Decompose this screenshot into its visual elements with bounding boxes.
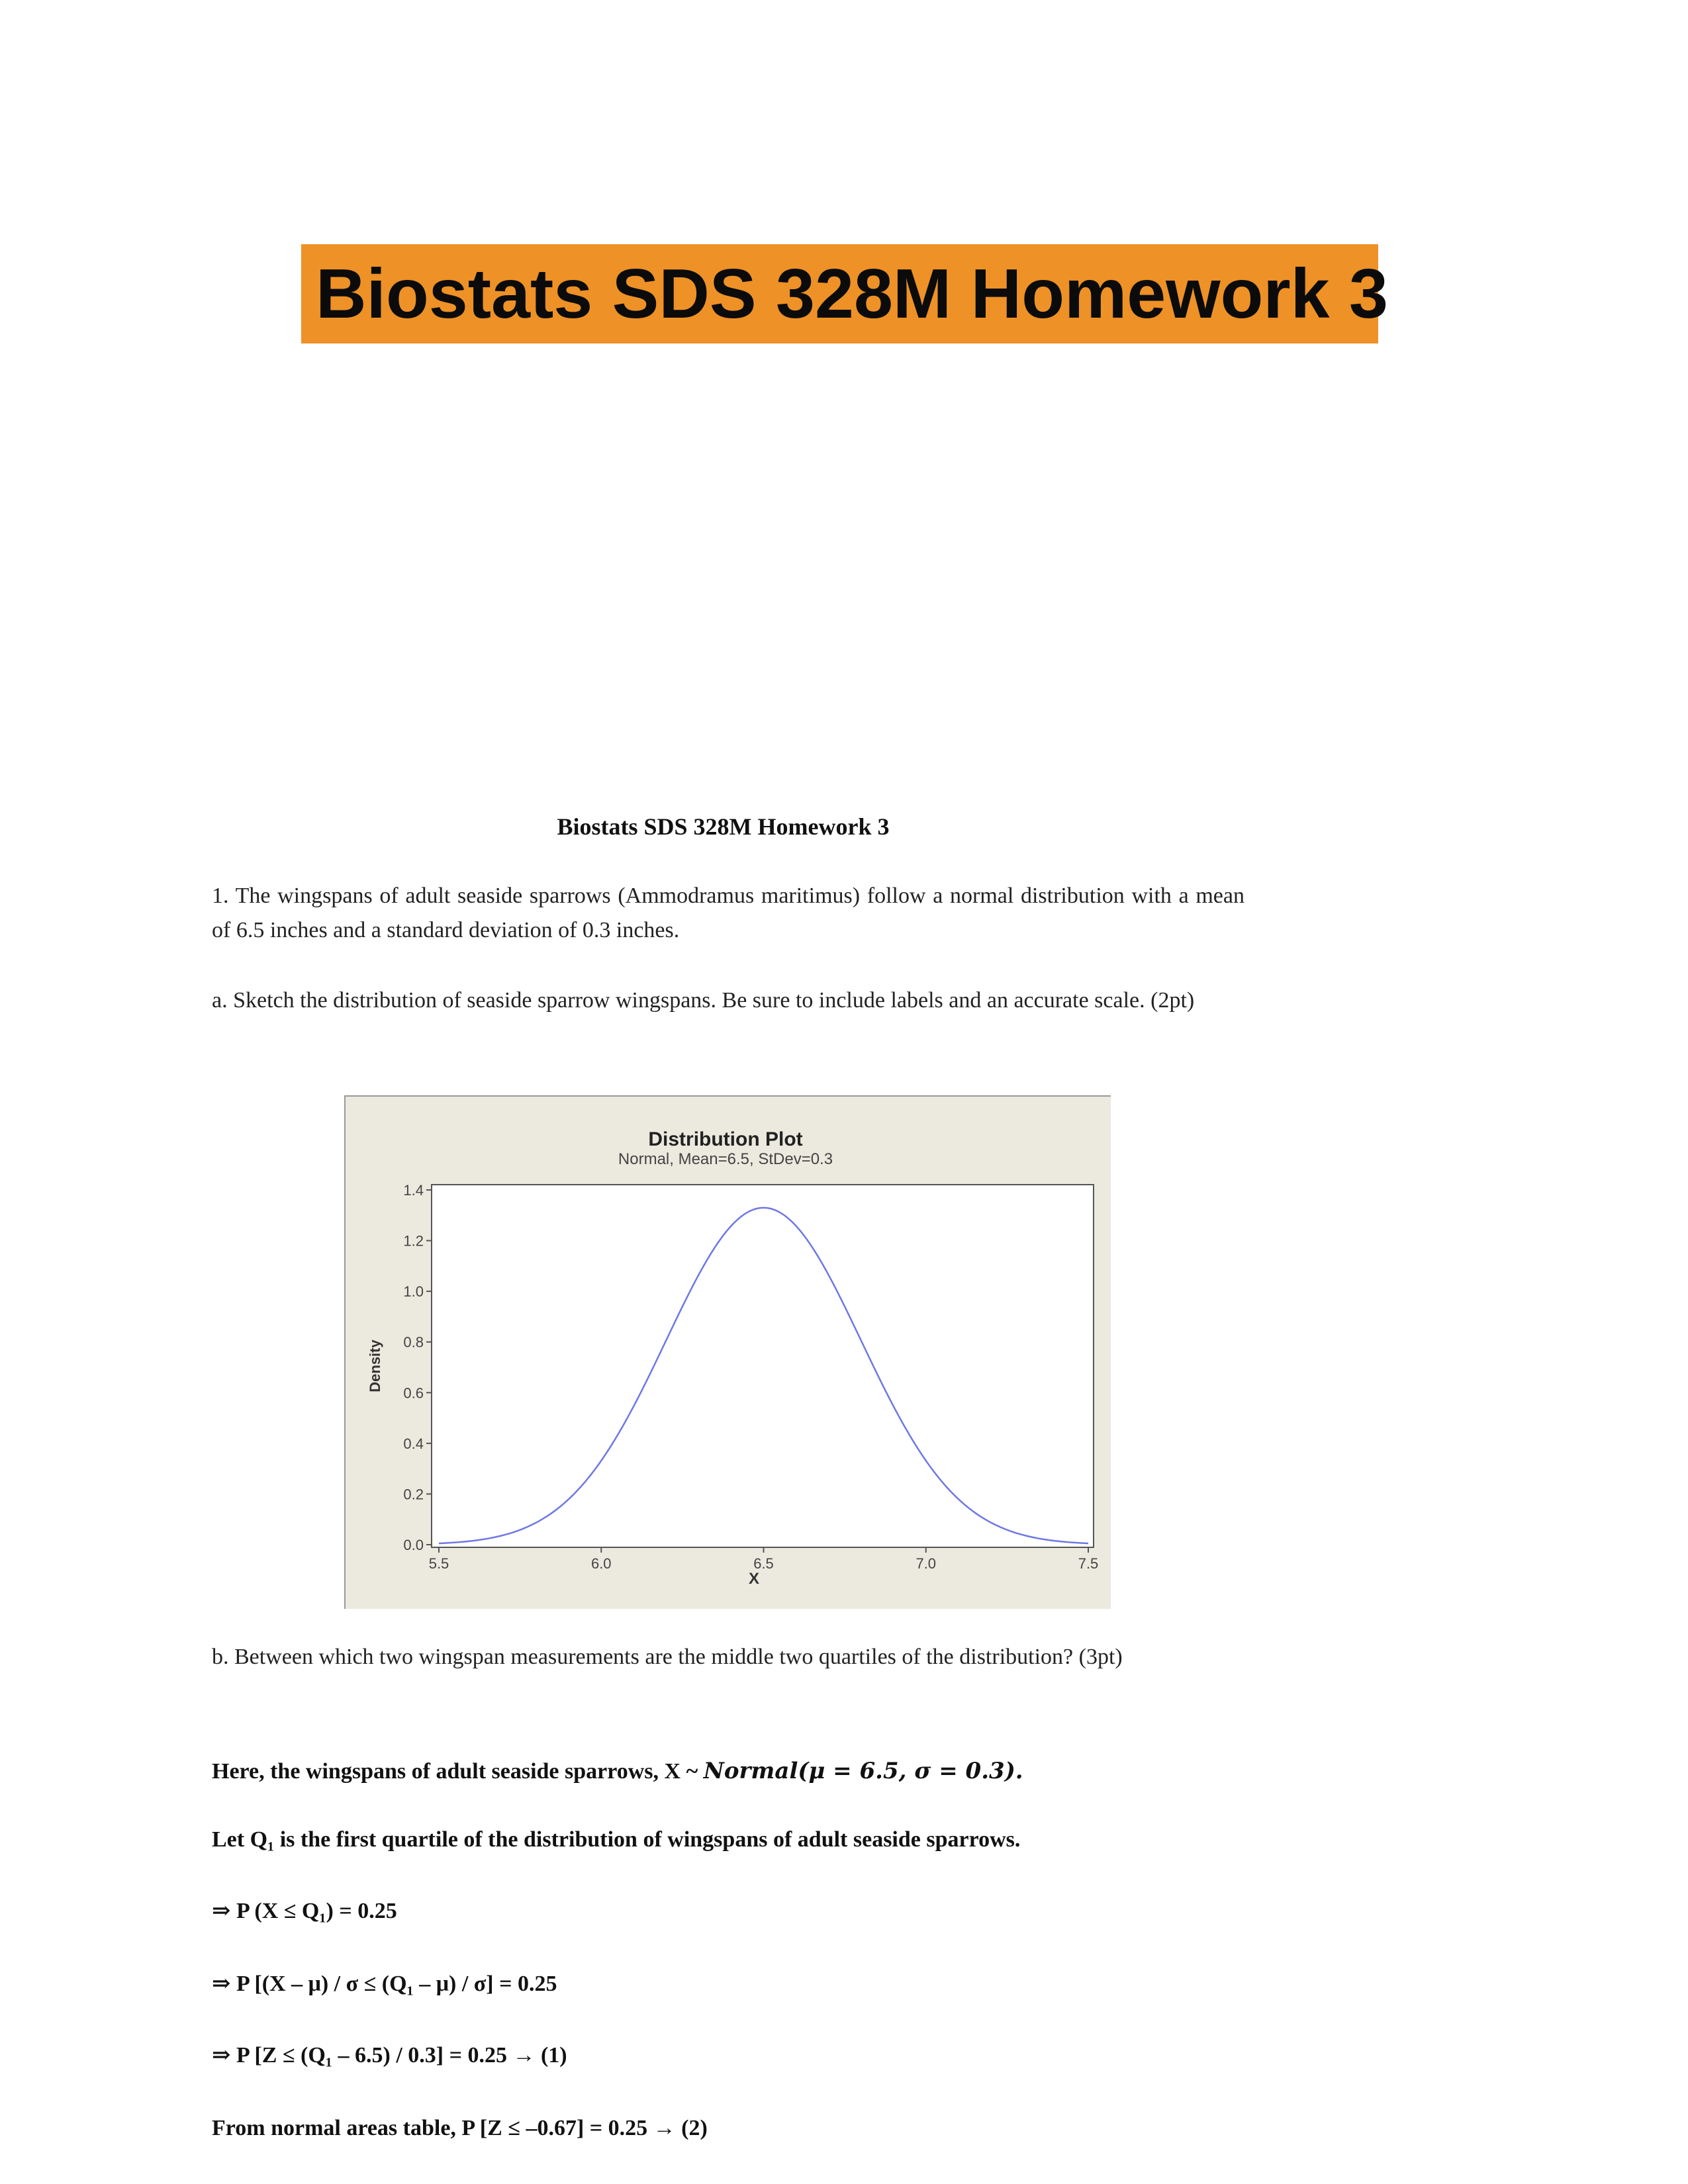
x-tick-label: 6.5 — [753, 1555, 774, 1572]
chart-title: Distribution Plot — [648, 1128, 803, 1150]
step-4: From normal areas table, P [Z ≤ –0.67] = 0.25 → (2) — [212, 2116, 708, 2140]
x-tick-label: 7.0 — [915, 1555, 937, 1572]
step-1: ⇒ P (X ≤ Q₁) = 0.25 — [212, 1899, 397, 1923]
answer-let-q1: Let Q₁ is the first quartile of the distribution of wingspans of adult seaside sparrows. — [212, 1827, 1021, 1852]
answer-statement-text: Here, the wingspans of adult seaside sparrows, X ~ — [212, 1759, 704, 1784]
y-tick-label: 1.2 — [403, 1232, 424, 1250]
y-tick-label: 0.8 — [403, 1334, 424, 1351]
x-tick-label: 6.0 — [590, 1555, 612, 1572]
step-3: ⇒ P [Z ≤ (Q₁ – 6.5) / 0.3] = 0.25 → (1) — [212, 2043, 567, 2068]
x-axis-label: X — [748, 1570, 760, 1588]
y-tick-label: 1.4 — [403, 1182, 424, 1199]
y-axis-label: Density — [367, 1340, 383, 1392]
x-tick-label: 7.5 — [1078, 1555, 1099, 1572]
question-1a: a. Sketch the distribution of seaside sparrow wingspans. Be sure to include labels and an accurate scale. (2pt) — [212, 988, 1195, 1013]
chart-subtitle: Normal, Mean=6.5, StDev=0.3 — [618, 1150, 833, 1168]
question-1-intro: 1. The wingspans of adult seaside sparrows (Ammodramus maritimus) follow a normal distribution with a mean of 6.5 inches and a standard deviation of 0.3 inches. — [212, 884, 1244, 942]
distribution-plot-svg — [346, 1097, 1111, 1609]
y-tick-label: 0.2 — [403, 1486, 424, 1503]
y-tick-label: 1.0 — [403, 1283, 424, 1300]
plot-area — [432, 1185, 1094, 1547]
distribution-plot — [344, 1095, 1111, 1609]
x-tick-label: 5.5 — [428, 1555, 449, 1572]
question-1b: b. Between which two wingspan measurements are the middle two quartiles of the distribution? (3pt) — [212, 1645, 1123, 1669]
document-title: Biostats SDS 328M Homework 3 — [557, 813, 890, 840]
y-tick-label: 0.4 — [403, 1435, 424, 1452]
y-tick-label: 0.6 — [403, 1385, 424, 1402]
banner-title: Biostats SDS 328M Homework 3 — [316, 254, 1388, 333]
answer-statement — [212, 1754, 1244, 1789]
step-2: ⇒ P [(X – μ) / σ ≤ (Q₁ – μ) / σ] = 0.25 — [212, 1972, 557, 1996]
y-tick-label: 0.0 — [403, 1537, 424, 1553]
answer-distribution-math: Normal(μ = 6.5, σ = 0.3). — [703, 1758, 1023, 1784]
title-banner — [301, 244, 1388, 343]
